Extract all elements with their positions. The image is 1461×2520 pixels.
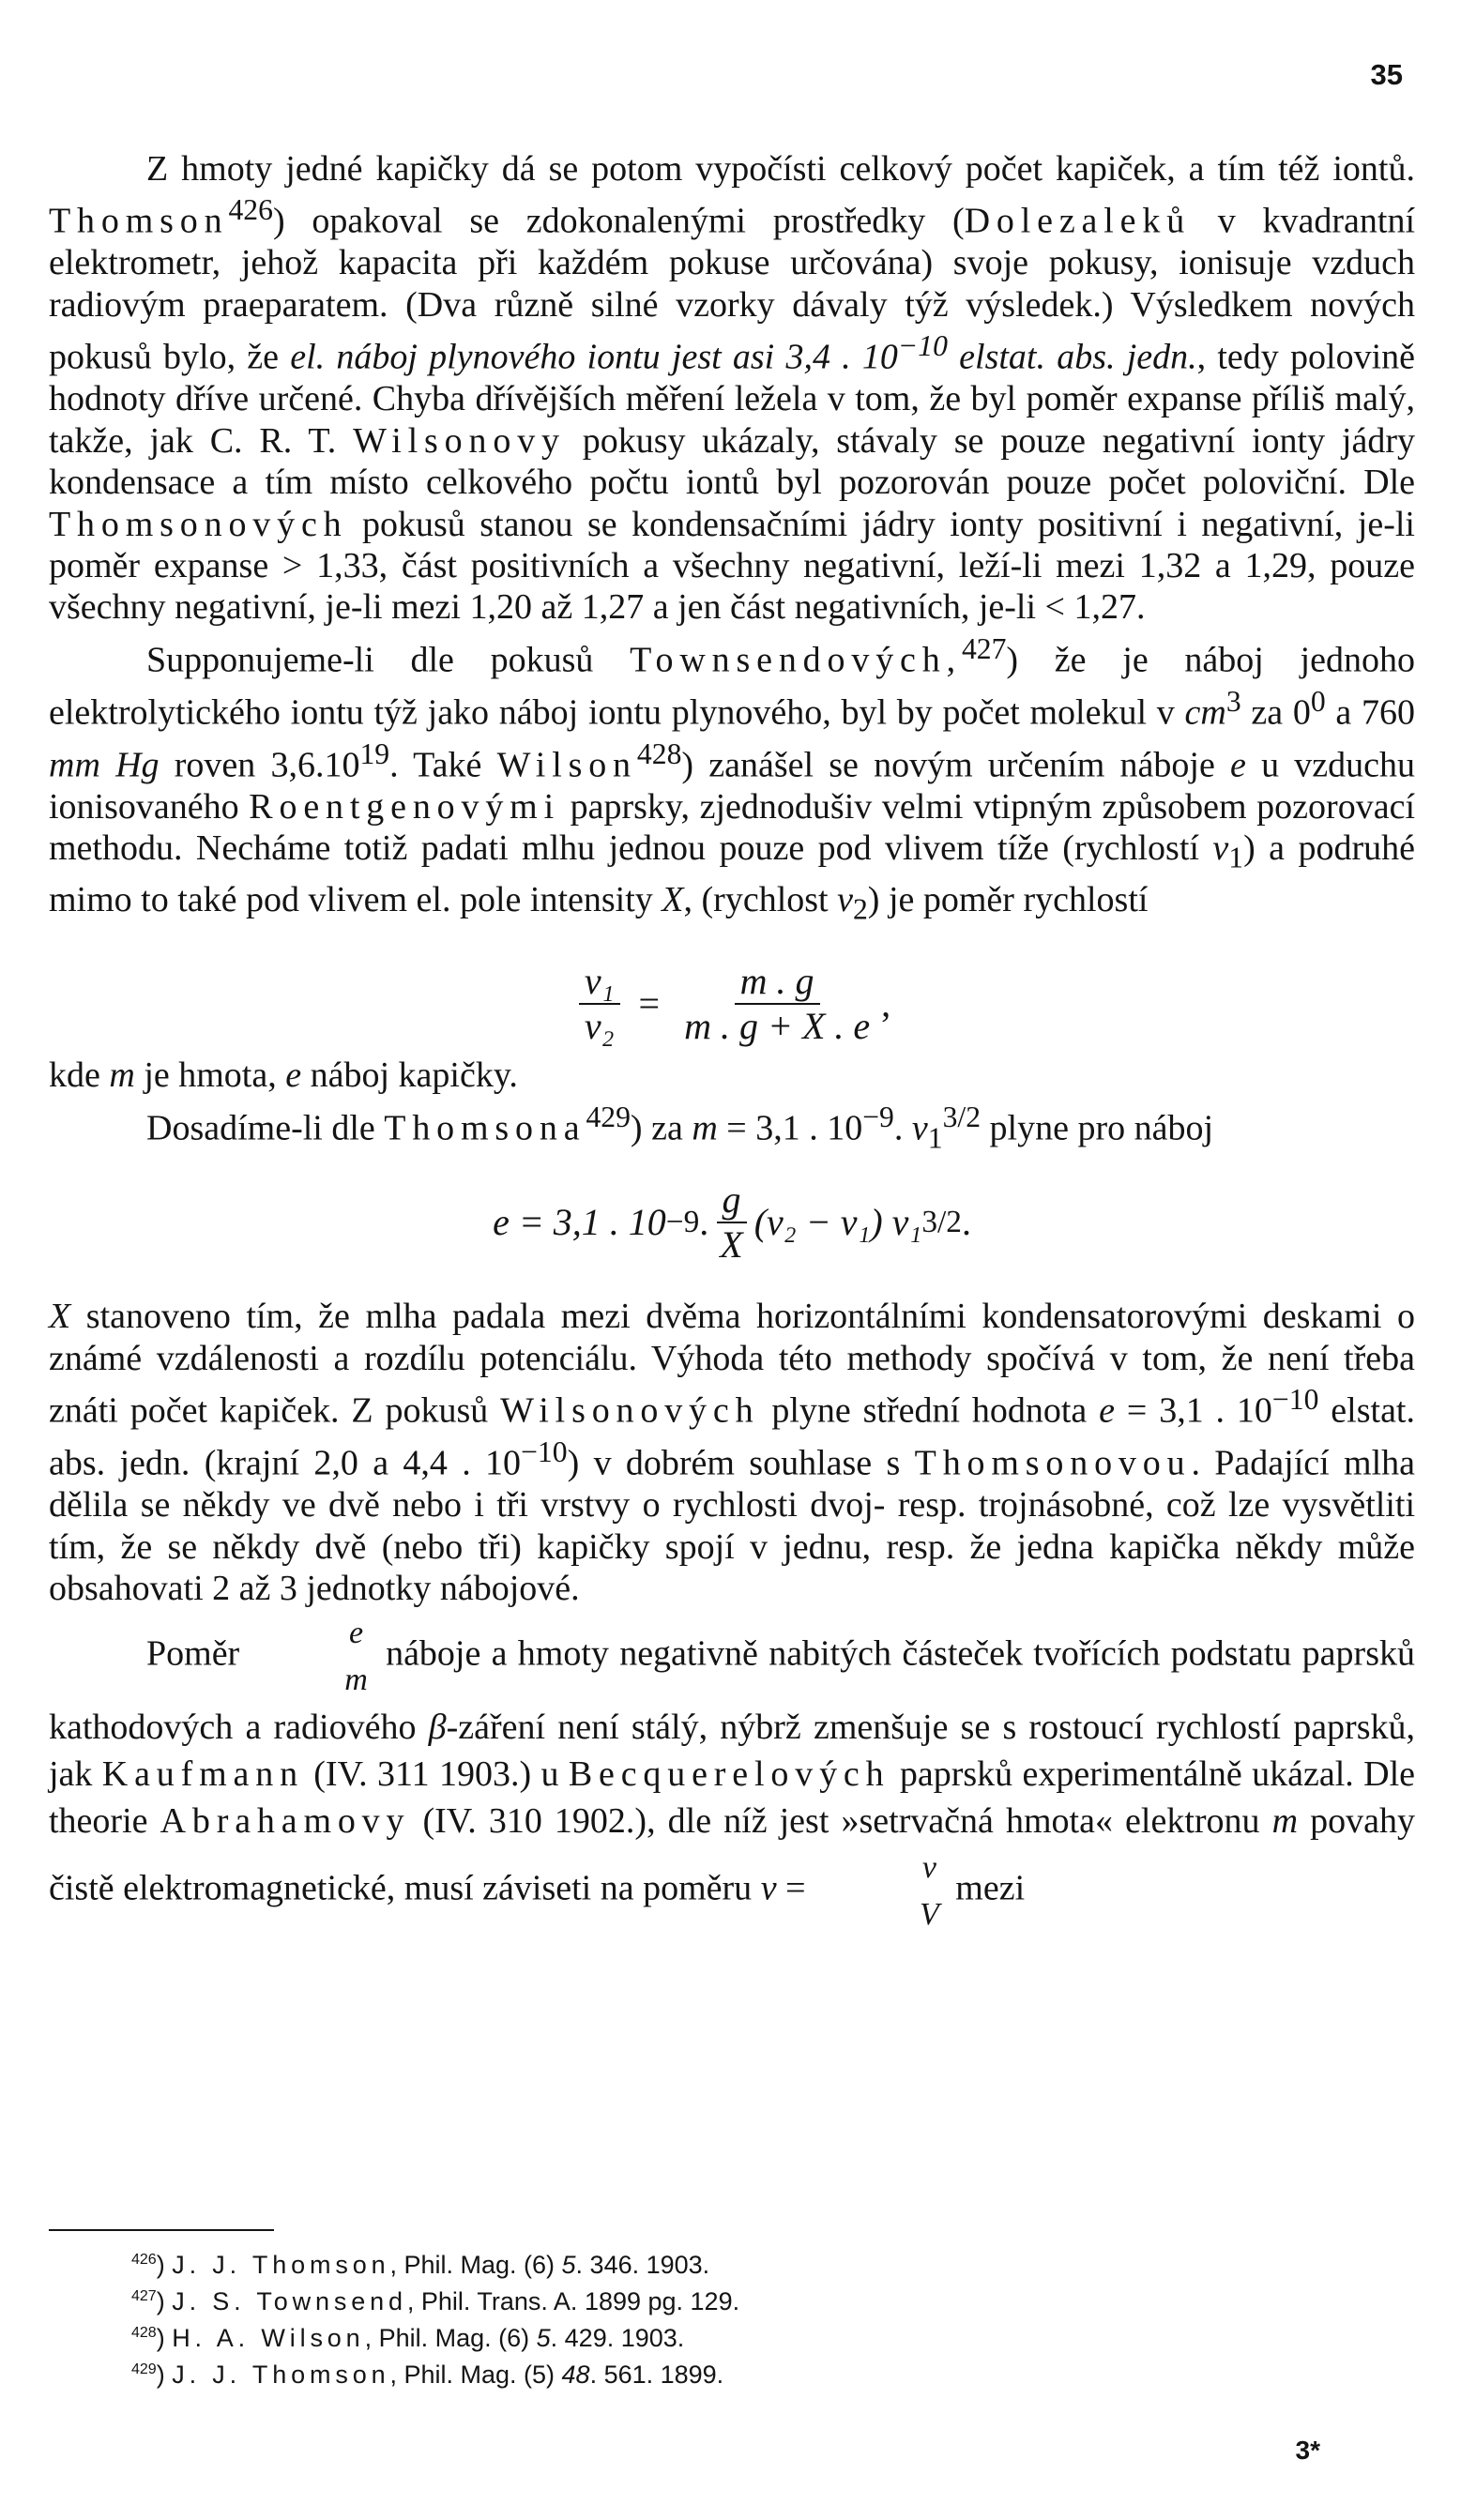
numerator: m . g (735, 960, 820, 1005)
velocity-ratio-formula (49, 959, 1415, 1049)
text: ) zanášel se novým určením náboje (681, 745, 1231, 785)
numerator: e (348, 1615, 364, 1650)
footnote-author: H. A. Wilson (172, 2324, 365, 2352)
text: u vzduchu ionisovaného (49, 745, 1416, 827)
text: (IV. 310 1902.), dle níž jest »setrvačná hmota« elektronu (410, 1800, 1272, 1841)
text: roven 3,6.10 (159, 745, 360, 785)
exponent: −9 (862, 1100, 894, 1133)
text: Dosadíme-li dle (146, 1108, 385, 1148)
exponent: 3/2 (942, 1100, 982, 1133)
italic-text: cm (1184, 692, 1226, 733)
footnote-ref: 426 (228, 193, 273, 227)
text: ) a podruhé mimo to také pod vlivem el. pole intensity (49, 828, 1415, 920)
footnote-mark: 426 (131, 2252, 157, 2268)
text: Poměr (146, 1633, 240, 1674)
italic-text: v (837, 880, 853, 920)
exponent: 19 (359, 736, 390, 770)
footnote-429: $^{429}$) J. J. Thomson, Phil. Mag. (5) 48. 561. 1899. (131, 2361, 724, 2389)
text: náboje a hmoty negativně nabitých částeček tvořících podstatu paprsků kathodových a radiového (49, 1633, 1415, 1747)
text: pokusů stanou se kondensačními jádry ionty positivní i negativní, je-li poměr expanse > 1,33, část positivních a všechny negativní, leží-li mezi 1,32 a 1,29, pouze všechny negativní, je-li mezi 1,20 až 1,27 a jen část negativních, je-li < 1,27. (49, 504, 1415, 628)
footnote-volume: 48 (561, 2361, 590, 2389)
numerator: v (921, 1849, 936, 1885)
text: paprsky, zjednodušiv velmi vtipným způsobem pozorovací methodu. Necháme totiž padati mlhu jednou pouze pod vlivem tíže (rychlostí (49, 786, 1415, 869)
text: , (rychlost (683, 880, 838, 920)
author-name: Abrahamovy (160, 1800, 411, 1841)
paragraph-5 (49, 1296, 1415, 1609)
author-name: Becquerelových (568, 1753, 890, 1794)
author-name: Wilsonovy (353, 420, 566, 461)
numerator: g (717, 1178, 747, 1223)
text: (IV. 311 1903.) u (303, 1753, 569, 1794)
footnote-428: $^{428}$) H. A. Wilson, Phil. Mag. (6) 5. 429. 1903. (131, 2324, 685, 2352)
formula-lhs: e = 3,1 . 10 (493, 1201, 666, 1244)
footnote-426: $^{426}$) J. J. Thomson, Phil. Mag. (6) 5. 346. 1903. (131, 2251, 710, 2279)
footnote-mark: 427 (131, 2288, 157, 2304)
author-name: Kaufmann (101, 1753, 304, 1794)
text: mezi (946, 1868, 1026, 1908)
fraction (678, 960, 875, 1048)
footnote-ref: 429 (586, 1100, 631, 1133)
text: stanoveno tím, že mlha padala mezi dvěma horizontálními kondensatorovými deskami o známé vzdálenosti a rozdílu potenciálu. Výhoda této methody spočívá v tom, že není třeba znáti počet kapiček. Z pokusů (49, 1297, 1415, 1431)
text: . Padající mlha dělila se někdy ve dvě nebo i tři vrstvy o rychlosti dvoj- resp. trojnásobné, což lze vysvětliti tím, že se někdy dvě (nebo tři) kapičky spojí v jednu, resp. že jedna kapička někdy může obsahovati 2 až 3 jednotky nábojové. (49, 1443, 1416, 1609)
text: paprsků experimentálně ukázal. Dle theorie (49, 1753, 1415, 1841)
text: elstat. abs. jedn. (krajní 2,0 a 4,4 . 10 (49, 1390, 1415, 1483)
footnote-427: $^{427}$) J. S. Townsend, Phil. Trans. A. 1899 pg. 129. (131, 2287, 740, 2315)
text: , tedy polovině hodnoty dříve určené. Chyba dřívějších měření ležela v tom, že byl poměr expanse příliš malý, takže, jak C. R. T. (49, 337, 1416, 461)
author-name: Dolezaleků (964, 202, 1192, 242)
footnote-ref: 428 (636, 736, 682, 770)
footnote-divider (49, 2229, 274, 2231)
text: v kvadrantní elektrometr, jehož kapacita při každém pokuse určována) svoje pokusy, ionisuje vzduch radiovým praeparatem. (Dva různě silné vzorky dávaly týž výsledek.) Výsledkem nových pokusů bylo, že (49, 202, 1416, 377)
text: ) že je náboj jednoho elektrolytického iontu týž jako náboj iontu plynového, byl by počet molekul v (49, 640, 1415, 733)
page-number: 35 (1370, 58, 1403, 91)
italic-text: e (1230, 745, 1246, 785)
footnote-text: , Phil. Trans. A. 1899 pg. 129. (406, 2287, 740, 2315)
author-name: Wilson (496, 745, 637, 785)
text: = 3,1 . 10 (1115, 1390, 1272, 1431)
footnote-text: , Phil. Mag. (6) (364, 2324, 537, 2352)
exponent: −9 (665, 1205, 700, 1240)
text: pokusy ukázaly, stávaly se pouze negativní ionty jádry kondensace a tím místo celkového počtu iontů byl pozorován pouze počet poloviční. Dle (49, 420, 1415, 503)
italic-text: e (285, 1055, 302, 1096)
fraction (579, 960, 620, 1048)
footnote-mark: 428 (131, 2325, 157, 2341)
page-body (49, 148, 1415, 1938)
text: povahy čistě elektromagnetické, musí záviseti na poměru (49, 1800, 1415, 1908)
signature-mark: 3* (1295, 2436, 1320, 2465)
footnote-ref: 427 (961, 631, 1007, 665)
author-name: Thomsonových (49, 504, 348, 544)
paragraph-1 (49, 148, 1415, 629)
text: = 3,1 . 10 (717, 1108, 863, 1148)
denominator: v₂ (584, 1005, 615, 1048)
text: Supponujeme-li dle pokusů (146, 640, 631, 680)
text: je hmota, (134, 1055, 286, 1096)
exponent: −10 (1271, 1383, 1319, 1417)
italic-text: m (109, 1055, 135, 1096)
text: náboj kapičky. (301, 1055, 518, 1096)
equals-sign: = (638, 982, 661, 1025)
footnote-text: . 429. 1903. (550, 2324, 685, 2352)
subscript: 1 (1228, 841, 1244, 874)
paragraph-3 (49, 1055, 1415, 1096)
denominator: m . g + X . e (684, 1005, 871, 1048)
italic-text: el. náboj plynového iontu jest asi 3,4 . 10 (290, 337, 898, 377)
text: Z hmoty jedné kapičky dá se potom vypočísti celkový počet kapiček, a tím též iontů. (146, 149, 1415, 189)
text: za 0 (1240, 692, 1311, 733)
charge-formula (49, 1177, 1415, 1268)
text: = (776, 1868, 814, 1908)
author-name: Thomson (49, 202, 229, 242)
text: . Také (389, 745, 497, 785)
denominator: m (344, 1662, 368, 1697)
paragraph-6 (49, 1610, 1415, 1938)
text: . (699, 1201, 709, 1244)
exponent: 0 (1310, 684, 1326, 718)
italic-text: X (49, 1297, 71, 1337)
paragraph-4 (49, 1097, 1415, 1160)
italic-text: X (662, 880, 684, 920)
author-name: Thomsonovou (914, 1443, 1192, 1483)
italic-text: β (428, 1707, 447, 1747)
italic-text: ν (760, 1868, 777, 1908)
exponent: 3/2 (921, 1205, 962, 1240)
v-over-V-fraction (822, 1844, 939, 1938)
footnote-author: J. J. Thomson (172, 2361, 390, 2389)
text: kde (49, 1055, 110, 1096)
footnote-volume: 5 (536, 2324, 551, 2352)
paragraph-2 (49, 629, 1415, 932)
exponent: 3 (1225, 684, 1241, 718)
punctuation: , (881, 982, 891, 1025)
italic-text: v (1212, 828, 1229, 869)
footnote-volume: 5 (561, 2251, 576, 2279)
author-name: Townsendových, (630, 640, 962, 680)
footnote-text: , Phil. Mag. (6) (389, 2251, 562, 2279)
text: a 760 (1325, 692, 1415, 733)
punctuation: . (961, 1201, 971, 1244)
subscript: 2 (852, 892, 868, 926)
text: ) v dobrém souhlase s (567, 1443, 915, 1483)
formula-rhs: (v₂ − v₁) v₁ (753, 1201, 922, 1244)
footnote-author: J. J. Thomson (172, 2251, 390, 2279)
text: ) opakoval se zdokonalenými prostředky ( (272, 202, 965, 242)
footnotes (131, 2244, 739, 2391)
fraction (714, 1178, 748, 1267)
italic-text: m (692, 1108, 718, 1148)
subscript: 1 (927, 1121, 943, 1155)
e-over-m-fraction (247, 1610, 368, 1704)
exponent: −10 (521, 1435, 568, 1469)
footnote-mark: 429 (131, 2361, 157, 2377)
numerator: v₁ (579, 960, 620, 1005)
footnote-text: , Phil. Mag. (5) (389, 2361, 562, 2389)
footnote-text: . 346. 1903. (575, 2251, 710, 2279)
text: plyne pro náboj (981, 1108, 1214, 1148)
italic-text: mm Hg (49, 745, 160, 785)
author-name: Wilsonových (500, 1390, 760, 1431)
footnote-text: . 561. 1899. (589, 2361, 724, 2389)
italic-text: elstat. abs. jedn. (947, 337, 1197, 377)
italic-text: m (1271, 1800, 1299, 1841)
text: ) je poměr rychlostí (867, 880, 1149, 920)
denominator: X (720, 1223, 743, 1267)
text: . (893, 1108, 912, 1148)
footnote-author: J. S. Townsend (172, 2287, 407, 2315)
exponent: −10 (897, 329, 948, 363)
text: ) za (630, 1108, 692, 1148)
author-name: Thomsona (384, 1108, 586, 1148)
author-name: Roentgenovými (249, 786, 560, 827)
italic-text: v (911, 1108, 928, 1148)
text: -záření není stálý, nýbrž zmenšuje se s rostoucí rychlostí paprsků, jak (49, 1707, 1415, 1794)
text: plyne střední hodnota (759, 1390, 1100, 1431)
italic-text: e (1099, 1390, 1116, 1431)
denominator: V (920, 1896, 939, 1932)
